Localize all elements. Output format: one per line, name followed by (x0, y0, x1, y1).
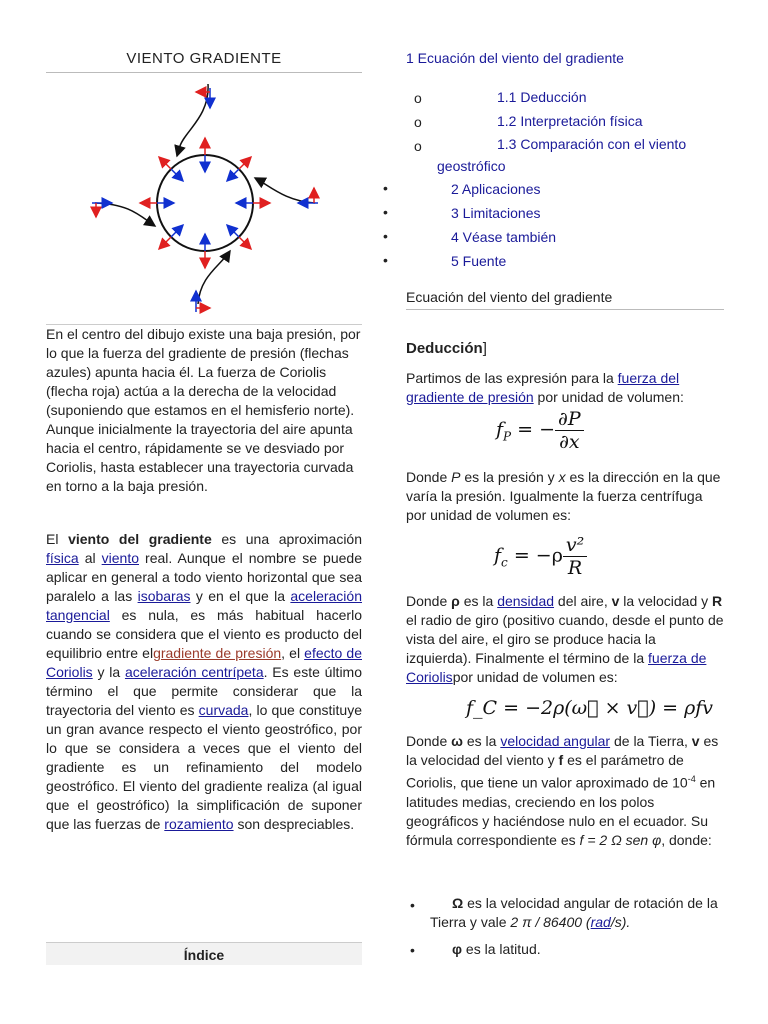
text: , donde: (661, 831, 712, 848)
paragraph-2 (406, 468, 724, 525)
text: es nula, es más habitual hacerlo cuando se considera que el viento es producto del equilibrio entre el (46, 607, 362, 661)
text: Partimos de las expresión para la (406, 370, 618, 386)
link-gradiente-presion[interactable]: gradiente de presión (153, 645, 282, 661)
list-item-phi (452, 940, 541, 959)
page-title: VIENTO GRADIENTE (46, 50, 362, 73)
section-heading: Ecuación del viento del gradiente (406, 289, 724, 310)
exponent: -4 (687, 774, 696, 784)
link-densidad[interactable]: densidad (497, 593, 555, 609)
text: Donde (406, 733, 452, 749)
trajectory-top (177, 84, 208, 156)
link-fuerza-gradiente[interactable]: fuerza del gradiente de presión (406, 370, 680, 405)
text: son despreciables. (233, 816, 355, 832)
link-fuerza-coriolis[interactable]: fuerza de Coriolis (406, 650, 707, 685)
toc-item-1-1[interactable]: 1.1 Deducción (497, 89, 587, 105)
var: v (691, 733, 700, 749)
text: . Es este último término el que permite considerar que la trayectoria del viento es (46, 664, 362, 718)
link-isobaras[interactable]: isobaras (137, 588, 191, 604)
text: por unidad de volumen: (533, 389, 684, 405)
link-aceleracion-tangencial[interactable]: aceleración tangencial (46, 588, 362, 623)
text: Donde (406, 469, 452, 485)
var: v (611, 593, 620, 609)
link-velocidad-angular[interactable]: velocidad angular (500, 733, 611, 749)
deduccion-label: Deducción (406, 340, 483, 357)
toc-item-5[interactable]: 5 Fuente (451, 253, 507, 269)
equation-centrifugal-force (494, 534, 587, 579)
left-arrows (92, 203, 112, 217)
text: ( (582, 914, 591, 930)
list-item-omega (430, 894, 726, 932)
text: El (46, 531, 69, 547)
text: al (78, 550, 102, 566)
text: es la dirección en la que varía la presión. Igualmente la fuerza centrífuga por unidad de volumen es: (406, 469, 721, 523)
text: , lo que constituye un gran avance respecto el viento geostrófico, por lo que se considera a veces que el viento del gradiente es un refinamiento del modelo geostrófico. El viento del gradiente realiza (al igual que el geostrófico) la simplificación de suponer que las fuerzas de (46, 702, 362, 832)
bullet-circle: o (414, 138, 422, 154)
var: R (712, 593, 723, 609)
figure-caption: En el centro del dibujo existe una baja presión, por lo que la fuerza del gradiente de presión (flechas azules) apunta hacia él. La fuerza de Coriolis (flecha roja) actúa a la derecha de la velocidad (suponiendo que estamos en el hemisferio norte). Aunque inicialmente la trayectoria del aire apunta hacia el centro, rápidamente se ve desviado por Coriolis, hasta establecer una trayectoria curvada en torno a la baja presión. (46, 326, 361, 494)
subsection-heading (406, 340, 724, 357)
trajectory-bottom (198, 251, 230, 304)
paragraph-4 (406, 732, 724, 850)
link-aceleracion-centripeta[interactable]: aceleración centrípeta (124, 664, 264, 680)
var: Ω (452, 895, 464, 911)
text: , el (281, 645, 305, 661)
bullet-dot: • (410, 897, 415, 913)
eq-denominator: R (567, 557, 583, 579)
bullet-dot: • (383, 228, 388, 244)
term-bold: viento del gradiente (68, 531, 212, 547)
eq-symbol: f (496, 418, 504, 441)
intro-paragraph (46, 530, 362, 834)
text: es la velocidad angular de rotación de la Tierra y vale (430, 895, 718, 930)
bullet-circle: o (414, 114, 422, 130)
text: real. Aunque el nombre se puede aplicar en general a todo viento horizontal que sea paralelo a las (46, 550, 362, 604)
paragraph-3 (406, 592, 724, 687)
text: es la (462, 733, 501, 749)
bullet-dot: • (383, 204, 388, 220)
bullet-circle: o (414, 90, 422, 106)
link-fisica[interactable]: física (46, 550, 79, 566)
toc-item-3[interactable]: 3 Limitaciones (451, 205, 541, 221)
link-rozamiento[interactable]: rozamiento (164, 816, 234, 832)
link-curvada[interactable]: curvada (198, 702, 249, 718)
equation-pressure-force (496, 408, 584, 453)
text: de la Tierra, (610, 733, 692, 749)
eq-operator: = − (511, 418, 556, 441)
text: es la velocidad del viento y (406, 733, 719, 768)
eq-numerator: v² (563, 534, 587, 557)
paragraph-1 (406, 369, 724, 407)
text: es la (459, 593, 498, 609)
text: y en el que la (190, 588, 291, 604)
toc-item-1-3[interactable]: 1.3 Comparación con el viento geostrófico (437, 136, 687, 174)
text: del aire, (554, 593, 612, 609)
trajectory-left (95, 203, 155, 226)
text: en latitudes medias, creciendo en los polos geográficos y haciéndose nulo en el ecuador. Su fórmula correspondiente es (406, 774, 716, 848)
text: es una aproximación (211, 531, 363, 547)
text: la velocidad y (619, 593, 713, 609)
eq-symbol: f (494, 544, 502, 567)
text: es el parámetro de Coriolis, que tiene un valor aproximado de 10 (406, 752, 688, 791)
link-viento[interactable]: viento (101, 550, 139, 566)
toc-item-4[interactable]: 4 Véase también (451, 229, 557, 245)
bullet-dot: • (383, 252, 388, 268)
text: el radio de giro (positivo cuando, desde el punto de vista del aire, el giro se produce hacia la izquierda). Finalmente el término de la (406, 612, 724, 666)
formula: f = 2 Ω sen φ (579, 831, 662, 848)
var: ρ (451, 593, 460, 609)
trajectory-right (255, 178, 315, 203)
var: φ (452, 941, 463, 957)
toc-item-1[interactable] (406, 46, 726, 70)
var: x (558, 469, 566, 485)
equation-coriolis-force: f_C = −2ρ(ω⃗ × v⃗) = ρfv (466, 697, 714, 719)
indice-header: Índice (46, 942, 362, 965)
text: /s). (610, 914, 631, 930)
bracket: ] (482, 340, 487, 357)
value: 2 π / 86400 (510, 914, 583, 930)
eq-denominator: ∂x (559, 431, 580, 453)
bullet-dot: • (383, 180, 388, 196)
eq-numerator: ∂P (555, 408, 584, 431)
link-rad[interactable]: rad (590, 914, 611, 930)
text: por unidad de volumen es: (452, 669, 618, 685)
toc-item-2[interactable]: 2 Aplicaciones (451, 181, 541, 197)
toc-label[interactable]: 1 Ecuación del viento del gradiente (406, 50, 624, 66)
text: es la presión y (460, 469, 559, 485)
text: y la (92, 664, 125, 680)
text: Donde (406, 593, 452, 609)
link-efecto-coriolis[interactable]: efecto de Coriolis (46, 645, 362, 680)
eq-operator: = −ρ (507, 544, 563, 567)
text: es la latitud. (462, 941, 541, 957)
eq-subscript: c (501, 555, 508, 570)
var: P (451, 469, 461, 485)
gradient-wind-diagram (60, 76, 350, 324)
var: ω (451, 733, 463, 749)
toc-item-1-2[interactable]: 1.2 Interpretación física (497, 113, 643, 129)
circle-arrows (140, 138, 270, 268)
var: f (558, 752, 564, 768)
bullet-dot: • (410, 942, 415, 958)
eq-subscript: P (503, 429, 512, 444)
